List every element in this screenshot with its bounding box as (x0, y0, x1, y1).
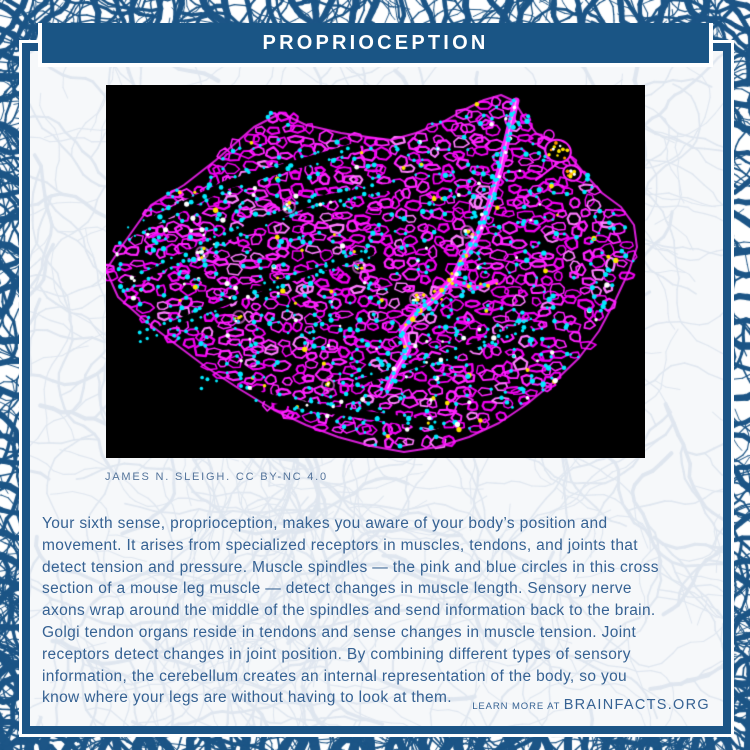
image-credit: JAMES N. SLEIGH. CC BY-NC 4.0 (105, 471, 328, 483)
footer (472, 696, 710, 714)
muscle-cross-section-image (106, 85, 645, 458)
micrograph-figure (106, 85, 645, 458)
text-line: Golgi tendon organs reside in tendons and sense changes in muscle tension. Joint (42, 623, 637, 641)
text-line: axons wrap around the middle of the spindles and send information back to the brain. (42, 602, 656, 620)
page-title: PROPRIOCEPTION (262, 31, 489, 54)
title-bar (38, 23, 713, 67)
text-line: Your sixth sense, proprioception, makes you aware of your body’s position and (42, 515, 608, 532)
brainfacts-link[interactable]: BRAINFACTS.ORG (563, 697, 710, 713)
text-line: section of a mouse leg muscle — detect changes in muscle length. Sensory nerve (42, 580, 632, 598)
title-bar-inner (42, 23, 709, 63)
text-line: movement. It arises from specialized receptors in muscles, tendons, and joints that (42, 536, 638, 554)
text-line: detect tension and pressure. Muscle spindles — the pink and blue circles in this cross (42, 558, 659, 576)
text-line: know where your legs are without having to look at them. (42, 689, 452, 707)
learn-more-label: LEARN MORE AT (472, 701, 564, 712)
text-line: information, the cerebellum creates an internal representation of the body, so you (42, 667, 628, 685)
text-line: receptors detect changes in joint position. By combining different types of sensory (42, 645, 631, 663)
body-text (42, 513, 659, 709)
